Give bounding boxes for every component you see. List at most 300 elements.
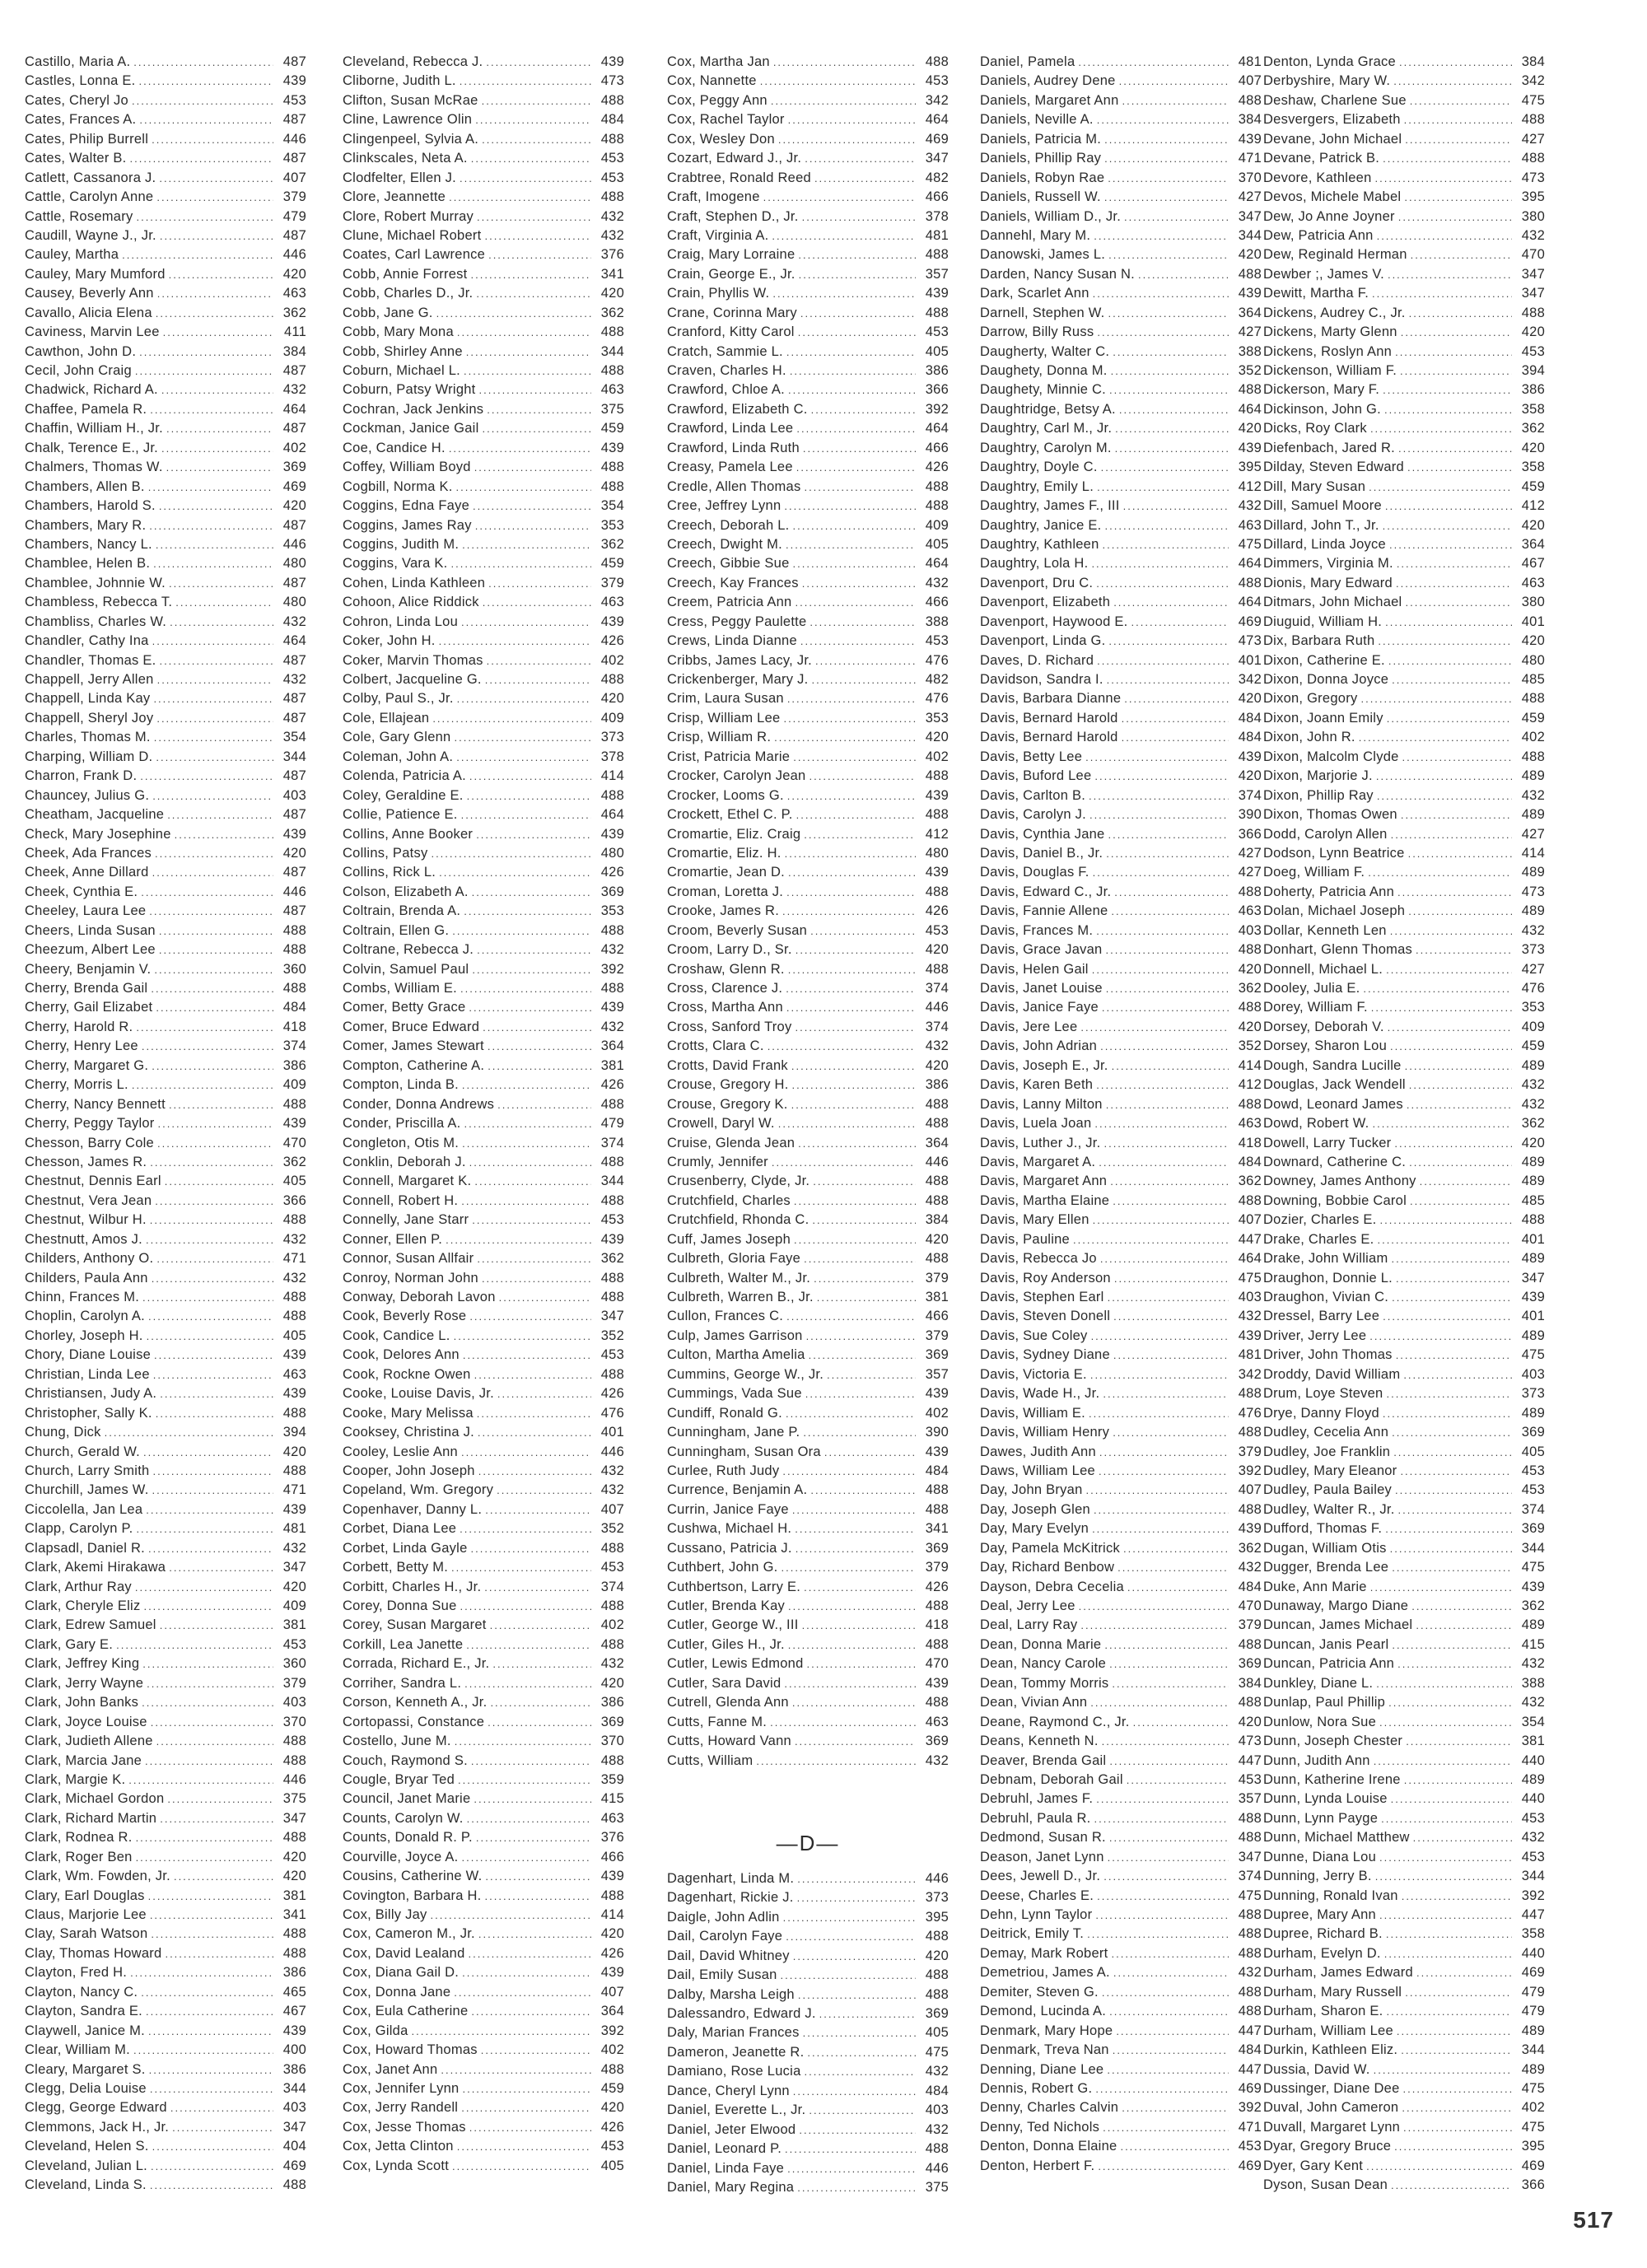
entry-name: Cox, Gilda (343, 2023, 408, 2038)
entry-name: Cross, Clarence J. (667, 981, 783, 996)
entry-name: Debruhl, Paula R. (980, 1810, 1091, 1826)
index-entry (667, 1597, 949, 1616)
dot-leader (125, 1771, 273, 1790)
dot-leader (156, 651, 273, 670)
entry-page-number: 347 (1521, 266, 1545, 282)
entry-name: Cox, Jerry Randell (343, 2100, 459, 2116)
entry-page-number: 487 (282, 768, 306, 784)
entry-page-number: 488 (925, 768, 949, 784)
index-entry (1263, 767, 1545, 786)
index-entry (667, 767, 949, 786)
index-entry (667, 1192, 949, 1211)
index-entry (980, 304, 1262, 323)
dot-leader (1105, 825, 1229, 844)
dot-leader (1108, 1057, 1229, 1076)
entry-name: Corey, Susan Margaret (343, 1617, 487, 1633)
index-entry (25, 1674, 306, 1693)
index-entry (25, 2098, 306, 2117)
dot-leader (166, 574, 273, 593)
entry-name: Causey, Beverly Ann (25, 286, 154, 301)
entry-page-number: 366 (925, 382, 949, 398)
index-entry (980, 419, 1262, 438)
entry-name: Daughtry, Doyle C. (980, 460, 1098, 475)
entry-name: Coggins, James Ray (343, 517, 472, 533)
entry-page-number: 439 (1238, 286, 1262, 301)
entry-name: Crane, Corinna Mary (667, 305, 797, 320)
entry-page-number: 489 (1521, 1617, 1545, 1633)
entry-page-number: 446 (282, 536, 306, 552)
entry-name: Colenda, Patricia A. (343, 768, 466, 784)
entry-page-number: 488 (1521, 151, 1545, 166)
dot-leader (1112, 439, 1229, 458)
index-entry (980, 1327, 1262, 1346)
entry-page-number: 379 (600, 575, 624, 590)
entry-page-number: 344 (600, 343, 624, 359)
entry-name: Crotts, David Frank (667, 1057, 788, 1073)
entry-page-number: 469 (1238, 2080, 1262, 2096)
entry-page-number: 420 (1238, 961, 1262, 977)
index-entry (980, 1172, 1262, 1191)
entry-page-number: 405 (925, 343, 949, 359)
dot-leader (156, 1384, 273, 1403)
index-entry (343, 343, 624, 362)
index-entry (980, 380, 1262, 399)
index-entry (343, 1713, 624, 1732)
index-entry (1263, 208, 1545, 226)
entry-name: Cohron, Linda Lou (343, 614, 459, 629)
dot-leader (1092, 2079, 1229, 2098)
entry-page-number: 488 (600, 363, 624, 378)
index-entry (343, 863, 624, 882)
dot-leader (1121, 689, 1229, 708)
index-entry (667, 1307, 949, 1326)
index-entry (1263, 1693, 1545, 1712)
dot-leader (824, 1365, 916, 1384)
index-entry (1263, 1249, 1545, 1268)
entry-page-number: 386 (925, 1077, 949, 1093)
entry-name: Davis, William Henry (980, 1425, 1110, 1440)
entry-name: Dupree, Richard B. (1263, 1926, 1383, 1942)
entry-page-number: 469 (1521, 2158, 1545, 2173)
index-entry (980, 2098, 1262, 2117)
entry-page-number: 432 (600, 1656, 624, 1672)
entry-name: Cherry, Peggy Taylor (25, 1116, 155, 1132)
entry-name: Cauley, Martha (25, 247, 119, 263)
entry-page-number: 467 (1521, 556, 1545, 572)
entry-name: Credle, Allen Thomas (667, 478, 801, 494)
index-entry (343, 805, 624, 824)
index-entry (25, 689, 306, 708)
entry-name: Cox, Billy Jay (343, 1907, 427, 1922)
entry-page-number: 386 (282, 2061, 306, 2077)
entry-page-number: 426 (600, 2119, 624, 2135)
entry-name: Dean, Tommy Morris (980, 1675, 1109, 1691)
index-entry (25, 825, 306, 844)
entry-page-number: 439 (1238, 131, 1262, 147)
dot-leader (429, 709, 591, 728)
index-entry (667, 1481, 949, 1500)
entry-name: Davis, Joseph E., Jr. (980, 1057, 1108, 1073)
entry-name: Davis, Daniel B., Jr. (980, 845, 1103, 861)
entry-name: Denny, Charles Calvin (980, 2100, 1119, 2116)
index-entry (980, 130, 1262, 149)
dot-leader (1097, 1037, 1229, 1056)
dot-leader (1109, 1423, 1229, 1442)
dot-leader (1083, 1481, 1229, 1500)
dot-leader (1392, 1481, 1512, 1500)
index-entry (1263, 2022, 1545, 2041)
dot-leader (142, 1752, 273, 1771)
entry-name: Douglas, Jack Wendell (1263, 1077, 1406, 1093)
entry-page-number: 488 (925, 1986, 949, 2002)
dot-leader (1394, 1654, 1512, 1673)
index-entry (1263, 1211, 1545, 1230)
dot-leader (1401, 188, 1512, 207)
index-entry (1263, 1809, 1545, 1828)
entry-page-number: 489 (1521, 1771, 1545, 1787)
entry-name: Clark, Jeffrey King (25, 1656, 140, 1672)
entry-name: Chambers, Mary R. (25, 517, 147, 533)
entry-name: Clay, Thomas Howard (25, 1945, 162, 1961)
entry-page-number: 370 (282, 1714, 306, 1729)
dot-leader (1121, 208, 1229, 226)
entry-page-number: 487 (282, 363, 306, 378)
entry-page-number: 487 (282, 865, 306, 880)
dot-leader (458, 613, 591, 632)
index-entry (343, 516, 624, 535)
index-entry (667, 593, 949, 612)
dot-leader (790, 516, 917, 535)
dot-leader (760, 188, 916, 207)
dot-leader (805, 2101, 916, 2120)
index-entry (25, 130, 306, 149)
entry-page-number: 381 (282, 1888, 306, 1903)
index-entry (667, 613, 949, 632)
index-entry (25, 1037, 306, 1056)
entry-name: Cox, Howard Thomas (343, 2042, 478, 2058)
dot-leader (782, 979, 916, 998)
dot-leader (158, 380, 273, 399)
entry-page-number: 407 (600, 1501, 624, 1517)
entry-page-number: 473 (1521, 884, 1545, 899)
index-entry (25, 960, 306, 979)
dot-leader (810, 1269, 916, 1288)
dot-leader (1374, 226, 1512, 245)
dot-leader (1374, 786, 1512, 805)
index-entry (343, 1211, 624, 1230)
entry-name: Cox, Lynda Scott (343, 2158, 450, 2173)
index-entry (667, 380, 949, 399)
entry-page-number: 386 (282, 1057, 306, 1073)
dot-leader (457, 1597, 591, 1616)
index-entry (1263, 613, 1545, 632)
entry-name: Dillard, Linda Joyce (1263, 536, 1386, 552)
entry-page-number: 466 (925, 189, 949, 205)
dot-leader (789, 1693, 916, 1712)
entry-name: Dressel, Barry Lee (1263, 1309, 1380, 1324)
entry-page-number: 369 (600, 1714, 624, 1729)
dot-leader (156, 922, 273, 940)
dot-leader (1089, 1519, 1229, 1538)
entry-name: Clingenpeel, Sylvia A. (343, 131, 479, 147)
index-entry (343, 786, 624, 805)
dot-leader (795, 1986, 916, 2004)
dot-leader (1105, 245, 1229, 264)
index-entry (980, 1500, 1262, 1519)
entry-name: Dill, Samuel Moore (1263, 498, 1382, 514)
entry-name: Davidson, Sandra I. (980, 672, 1103, 687)
index-entry (667, 343, 949, 362)
index-entry (343, 960, 624, 979)
entry-page-number: 446 (282, 247, 306, 263)
entry-page-number: 463 (1238, 903, 1262, 919)
entry-page-number: 464 (925, 421, 949, 436)
dot-leader (133, 1848, 273, 1867)
index-entry (667, 805, 949, 824)
entry-name: Cox, Jennifer Lynn (343, 2080, 460, 2096)
index-entry (343, 593, 624, 612)
entry-page-number: 373 (1521, 1386, 1545, 1402)
index-entry (980, 1983, 1262, 2002)
entry-page-number: 488 (925, 1251, 949, 1267)
entry-name: Ciccolella, Jan Lea (25, 1501, 143, 1517)
dot-leader (1379, 1404, 1512, 1423)
index-entry (1263, 1192, 1545, 1211)
index-entry (667, 689, 949, 708)
entry-name: Cooley, Leslie Ann (343, 1444, 458, 1459)
dot-leader (484, 1057, 591, 1076)
index-entry (667, 1616, 949, 1635)
dot-leader (138, 1693, 273, 1712)
entry-page-number: 488 (925, 884, 949, 899)
index-entry (25, 902, 306, 921)
index-entry (980, 169, 1262, 188)
entry-page-number: 420 (1521, 633, 1545, 649)
entry-name: Childers, Anthony O. (25, 1251, 154, 1267)
entry-page-number: 402 (600, 652, 624, 668)
dot-leader (1105, 632, 1229, 651)
entry-name: Counts, Donald R. P. (343, 1830, 473, 1846)
entry-name: Clark, John Banks (25, 1695, 139, 1710)
entry-page-number: 418 (1238, 1135, 1262, 1150)
entry-name: Coggins, Edna Faye (343, 498, 470, 514)
entry-name: Dail, David Whitney (667, 1948, 790, 1963)
index-entry (1263, 1404, 1545, 1423)
index-entry (980, 400, 1262, 419)
entry-page-number: 344 (1521, 2042, 1545, 2058)
entry-name: Croom, Larry D., Sr. (667, 942, 792, 958)
entry-page-number: 426 (600, 1386, 624, 1402)
entry-name: Davis, Luela Joan (980, 1116, 1092, 1132)
entry-name: Davis, Buford Lee (980, 768, 1092, 784)
dot-leader (1376, 1848, 1512, 1867)
entry-name: Dannehl, Mary M. (980, 227, 1091, 243)
index-entry (667, 1869, 949, 1888)
entry-page-number: 354 (1521, 1714, 1545, 1729)
index-entry (1263, 709, 1545, 728)
entry-name: Conway, Deborah Lavon (343, 1290, 496, 1304)
index-entry (25, 265, 306, 284)
entry-page-number: 369 (925, 2006, 949, 2021)
index-entry (980, 1095, 1262, 1114)
entry-name: Cobb, Shirley Anne (343, 343, 463, 359)
index-entry (1263, 2137, 1545, 2156)
dot-leader (465, 998, 591, 1017)
entry-page-number: 362 (282, 1154, 306, 1169)
index-entry (667, 2121, 949, 2140)
entry-page-number: 404 (282, 2139, 306, 2154)
index-entry (1263, 53, 1545, 72)
index-entry (1263, 554, 1545, 573)
dot-leader (1111, 883, 1229, 902)
index-entry (1263, 2098, 1545, 2117)
entry-name: Dagenhart, Linda M. (667, 1870, 795, 1886)
dot-leader (778, 1558, 917, 1577)
index-entry (25, 110, 306, 129)
entry-name: Diefenbach, Jared R. (1263, 440, 1396, 455)
index-entry (343, 1249, 624, 1268)
dot-leader (768, 91, 916, 110)
index-entry (1263, 323, 1545, 342)
dot-leader (457, 979, 591, 998)
dot-leader (799, 208, 916, 226)
dot-leader (156, 1809, 273, 1828)
index-entry (667, 1519, 949, 1538)
dot-leader (1099, 998, 1229, 1017)
index-entry (1263, 593, 1545, 612)
entry-name: Clore, Jeannette (343, 189, 446, 205)
index-entry (980, 2079, 1262, 2098)
entry-name: Coggins, Vara K. (343, 556, 448, 572)
index-entry (980, 535, 1262, 554)
entry-page-number: 489 (1521, 1057, 1545, 1073)
index-entry (343, 1269, 624, 1288)
index-entry (343, 91, 624, 110)
entry-page-number: 432 (282, 672, 306, 687)
dot-leader (479, 593, 591, 612)
index-entry (980, 1674, 1262, 1693)
index-entry (667, 979, 949, 998)
index-entry (343, 72, 624, 91)
index-entry (25, 1365, 306, 1384)
dot-leader (1388, 1558, 1512, 1577)
index-entry (343, 2060, 624, 2079)
dot-leader (476, 380, 591, 399)
entry-name: Cox, Eula Catherine (343, 2004, 469, 2019)
dot-leader (1388, 825, 1512, 844)
entry-page-number: 432 (282, 1231, 306, 1247)
dot-leader (463, 343, 591, 362)
entry-page-number: 487 (282, 421, 306, 436)
index-entry (25, 844, 306, 863)
dot-leader (1397, 362, 1512, 380)
index-entry (980, 1519, 1262, 1538)
index-entry (1263, 689, 1545, 708)
dot-leader (767, 1713, 916, 1732)
dot-leader (1383, 1384, 1512, 1403)
entry-name: Coltrain, Brenda A. (343, 903, 461, 919)
entry-name: Cheek, Ada Frances (25, 845, 152, 861)
dot-leader (796, 265, 916, 284)
index-entry (25, 574, 306, 593)
index-entry (343, 1500, 624, 1519)
entry-page-number: 407 (1238, 73, 1262, 89)
dot-leader (482, 226, 592, 245)
index-entry (667, 208, 949, 226)
index-entry (1263, 960, 1545, 979)
entry-name: Dunlap, Paul Phillip (1263, 1695, 1386, 1710)
dot-leader (145, 1539, 273, 1558)
entry-name: Crickenberger, Mary J. (667, 672, 809, 687)
index-entry (1263, 380, 1545, 399)
entry-page-number: 488 (282, 1212, 306, 1228)
entry-name: Chestnutt, Amos J. (25, 1231, 142, 1247)
entry-name: Darrow, Billy Russ (980, 324, 1094, 340)
dot-leader (1379, 1307, 1512, 1326)
index-entry (343, 245, 624, 264)
dot-leader (460, 1346, 591, 1365)
entry-name: Davis, Margaret A. (980, 1154, 1096, 1169)
index-entry (667, 1558, 949, 1577)
entry-page-number: 358 (1521, 1926, 1545, 1942)
entry-name: Dollar, Kenneth Len (1263, 922, 1387, 938)
entry-name: Cates, Cheryl Jo (25, 92, 128, 108)
entry-name: Collie, Patience E. (343, 807, 458, 823)
entry-name: Davis, William E. (980, 1405, 1086, 1421)
entry-page-number: 392 (600, 961, 624, 977)
entry-name: Demiter, Steven G. (980, 1984, 1099, 2000)
entry-page-number: 360 (282, 961, 306, 977)
index-entry (25, 1384, 306, 1403)
entry-page-number: 447 (1238, 1231, 1262, 1247)
index-entry (980, 1771, 1262, 1790)
index-entry (343, 1346, 624, 1365)
entry-name: Catlett, Cassanora J. (25, 170, 156, 185)
entry-page-number: 463 (600, 1810, 624, 1826)
dot-leader (1092, 1906, 1229, 1925)
index-entry (1263, 1539, 1545, 1558)
entry-page-number: 464 (282, 401, 306, 417)
entry-name: Dudley, Joe Franklin (1263, 1444, 1391, 1459)
entry-name: Chandler, Cathy Ina (25, 633, 149, 649)
entry-page-number: 475 (1521, 1347, 1545, 1363)
entry-name: Cobb, Charles D., Jr. (343, 286, 474, 301)
dot-leader (456, 1519, 591, 1538)
index-entry (667, 786, 949, 805)
dot-leader (474, 940, 591, 959)
index-entry (25, 1346, 306, 1365)
index-entry (980, 1867, 1262, 1886)
entry-page-number: 432 (600, 942, 624, 958)
index-entry (343, 1519, 624, 1538)
entry-page-number: 488 (925, 1695, 949, 1710)
entry-name: Dugan, William Otis (1263, 1540, 1387, 1556)
entry-name: Cuthbertson, Larry E. (667, 1579, 801, 1594)
entry-name: Duncan, Janis Pearl (1263, 1636, 1389, 1652)
entry-name: Davenport, Linda G. (980, 633, 1106, 649)
dot-leader (792, 940, 916, 959)
entry-page-number: 432 (282, 1540, 306, 1556)
dot-leader (1407, 1192, 1512, 1211)
dot-leader (783, 998, 916, 1017)
entry-page-number: 485 (1521, 672, 1545, 687)
index-entry (25, 1693, 306, 1712)
index-entry (343, 226, 624, 245)
entry-page-number: 374 (600, 1135, 624, 1150)
entry-name: Dyson, Susan Dean (1263, 2177, 1388, 2193)
dot-leader (436, 632, 591, 651)
index-entry (25, 709, 306, 728)
